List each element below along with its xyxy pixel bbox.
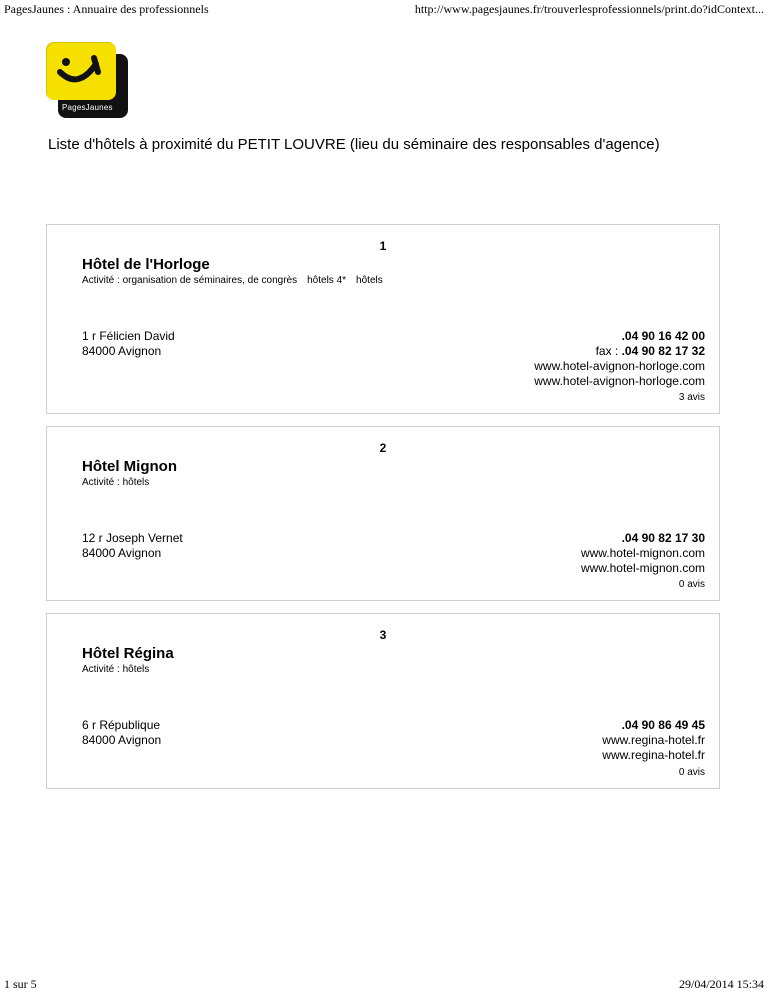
listing-activity (82, 477, 149, 488)
print-header-url: http://www.pagesjaunes.fr/trouverlesprofessionnels/print.do?idContext... (414, 2, 764, 16)
listing-number: 2 (379, 441, 387, 455)
listing-address (82, 718, 161, 748)
page-title: Liste d'hôtels à proximité du PETIT LOUVRE (lieu du séminaire des responsables d'agence) (48, 136, 660, 153)
listing-contact (581, 531, 705, 576)
listing-activity (82, 664, 149, 675)
smiley-icon (46, 42, 116, 100)
reviews-count[interactable]: 0 avis (678, 579, 705, 590)
address-city: 84000 Avignon (82, 546, 162, 560)
activity-item[interactable]: hôtels 4* (307, 275, 347, 286)
website-link[interactable]: www.regina-hotel.fr (602, 733, 705, 747)
print-header (4, 2, 764, 17)
fax-line (534, 344, 705, 359)
address-city: 84000 Avignon (82, 344, 162, 358)
listing-number: 3 (379, 628, 387, 642)
listing-name[interactable]: Hôtel Mignon (82, 458, 177, 475)
activity-item[interactable]: Activité : organisation de séminaires, de congrès (82, 275, 298, 286)
address-street: 6 r République (82, 718, 161, 732)
pagesjaunes-logo[interactable] (46, 42, 128, 118)
listing-address (82, 329, 175, 359)
logo-smiley-tile (46, 42, 116, 100)
address-street: 12 r Joseph Vernet (82, 531, 183, 545)
listing-card (46, 224, 720, 414)
website-link[interactable]: www.hotel-mignon.com (580, 546, 705, 560)
reviews-count[interactable]: 0 avis (678, 767, 705, 778)
listing-address (82, 531, 183, 561)
print-header-title: PagesJaunes : Annuaire des professionnels (4, 2, 209, 16)
listing-contact (534, 329, 705, 389)
listing-activity (82, 275, 383, 286)
website-link[interactable]: www.hotel-mignon.com (580, 561, 705, 575)
logo-wordmark: PagesJaunes (62, 103, 113, 112)
listing-number: 1 (379, 239, 387, 253)
activity-item[interactable]: Activité : hôtels (82, 664, 150, 675)
listing-card (46, 613, 720, 789)
website-link[interactable]: www.hotel-avignon-horloge.com (534, 359, 705, 373)
page-counter: 1 sur 5 (4, 977, 37, 991)
activity-item[interactable]: Activité : hôtels (82, 477, 150, 488)
listing-contact (602, 718, 705, 763)
reviews-count[interactable]: 3 avis (678, 392, 705, 403)
phone-number[interactable]: .04 90 86 49 45 (621, 718, 705, 732)
website-link[interactable]: www.regina-hotel.fr (602, 748, 705, 762)
address-city: 84000 Avignon (82, 733, 162, 747)
listing-name[interactable]: Hôtel de l'Horloge (82, 256, 210, 273)
print-footer (4, 977, 764, 992)
listing-card (46, 426, 720, 601)
phone-number[interactable]: .04 90 82 17 30 (621, 531, 705, 545)
print-timestamp: 29/04/2014 15:34 (678, 977, 764, 991)
address-street: 1 r Félicien David (82, 329, 175, 343)
phone-number[interactable]: .04 90 16 42 00 (621, 329, 705, 343)
activity-item[interactable]: hôtels (356, 275, 383, 286)
fax-label: fax : (595, 344, 622, 358)
fax-number: .04 90 82 17 32 (621, 344, 705, 358)
listing-name[interactable]: Hôtel Régina (82, 645, 174, 662)
website-link[interactable]: www.hotel-avignon-horloge.com (534, 374, 705, 388)
